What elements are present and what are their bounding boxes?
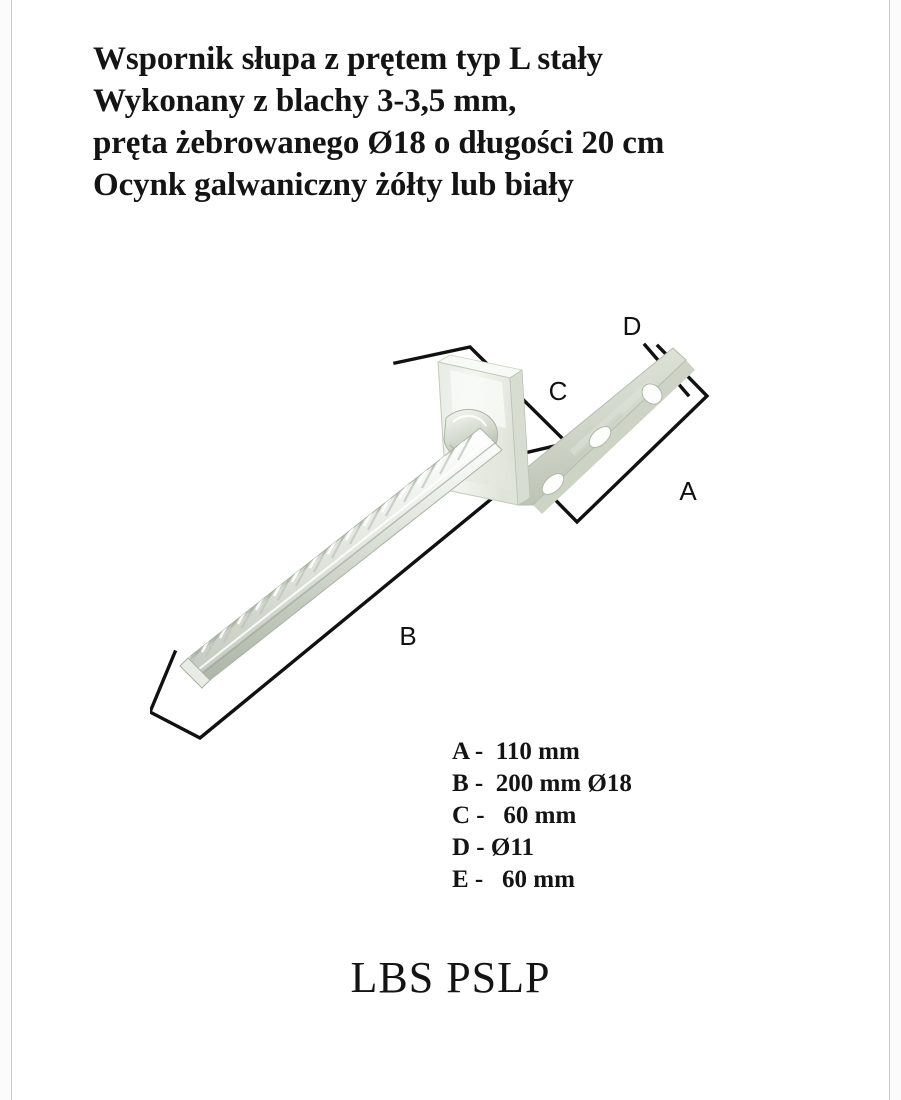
page-right-margin: [890, 0, 901, 1100]
dimension-row-b: B - 200 mm Ø18: [452, 770, 632, 797]
callout-label-c: C: [548, 376, 568, 406]
page-left-border: [11, 0, 12, 1100]
heading-line-2: Wykonany z blachy 3-3,5 mm,: [93, 83, 517, 119]
callout-label-b: B: [399, 621, 417, 651]
page-right-border: [889, 0, 890, 1100]
ribbed-anchor-rod: [180, 428, 502, 688]
product-description-heading: [93, 38, 833, 206]
dimension-bracket-b: [150, 482, 512, 738]
product-code: LBS PSLP: [350, 953, 551, 1002]
callout-label-d: D: [622, 311, 642, 341]
dimension-row-e: E - 60 mm: [452, 866, 575, 893]
page-left-margin: [0, 0, 11, 1100]
callout-label-a: A: [679, 476, 697, 506]
dimension-row-c: C - 60 mm: [452, 802, 577, 829]
heading-line-4: Ocynk galwaniczny żółty lub biały: [93, 167, 574, 203]
heading-line-1: Wspornik słupa z prętem typ L stały: [93, 41, 603, 77]
heading-line-3: pręta żebrowanego Ø18 o długości 20 cm: [93, 125, 665, 161]
dimension-list: [452, 736, 632, 896]
product-technical-drawing: [150, 300, 790, 740]
dimension-row-d: D - Ø11: [452, 834, 534, 861]
dimension-row-a: A - 110 mm: [452, 738, 580, 765]
